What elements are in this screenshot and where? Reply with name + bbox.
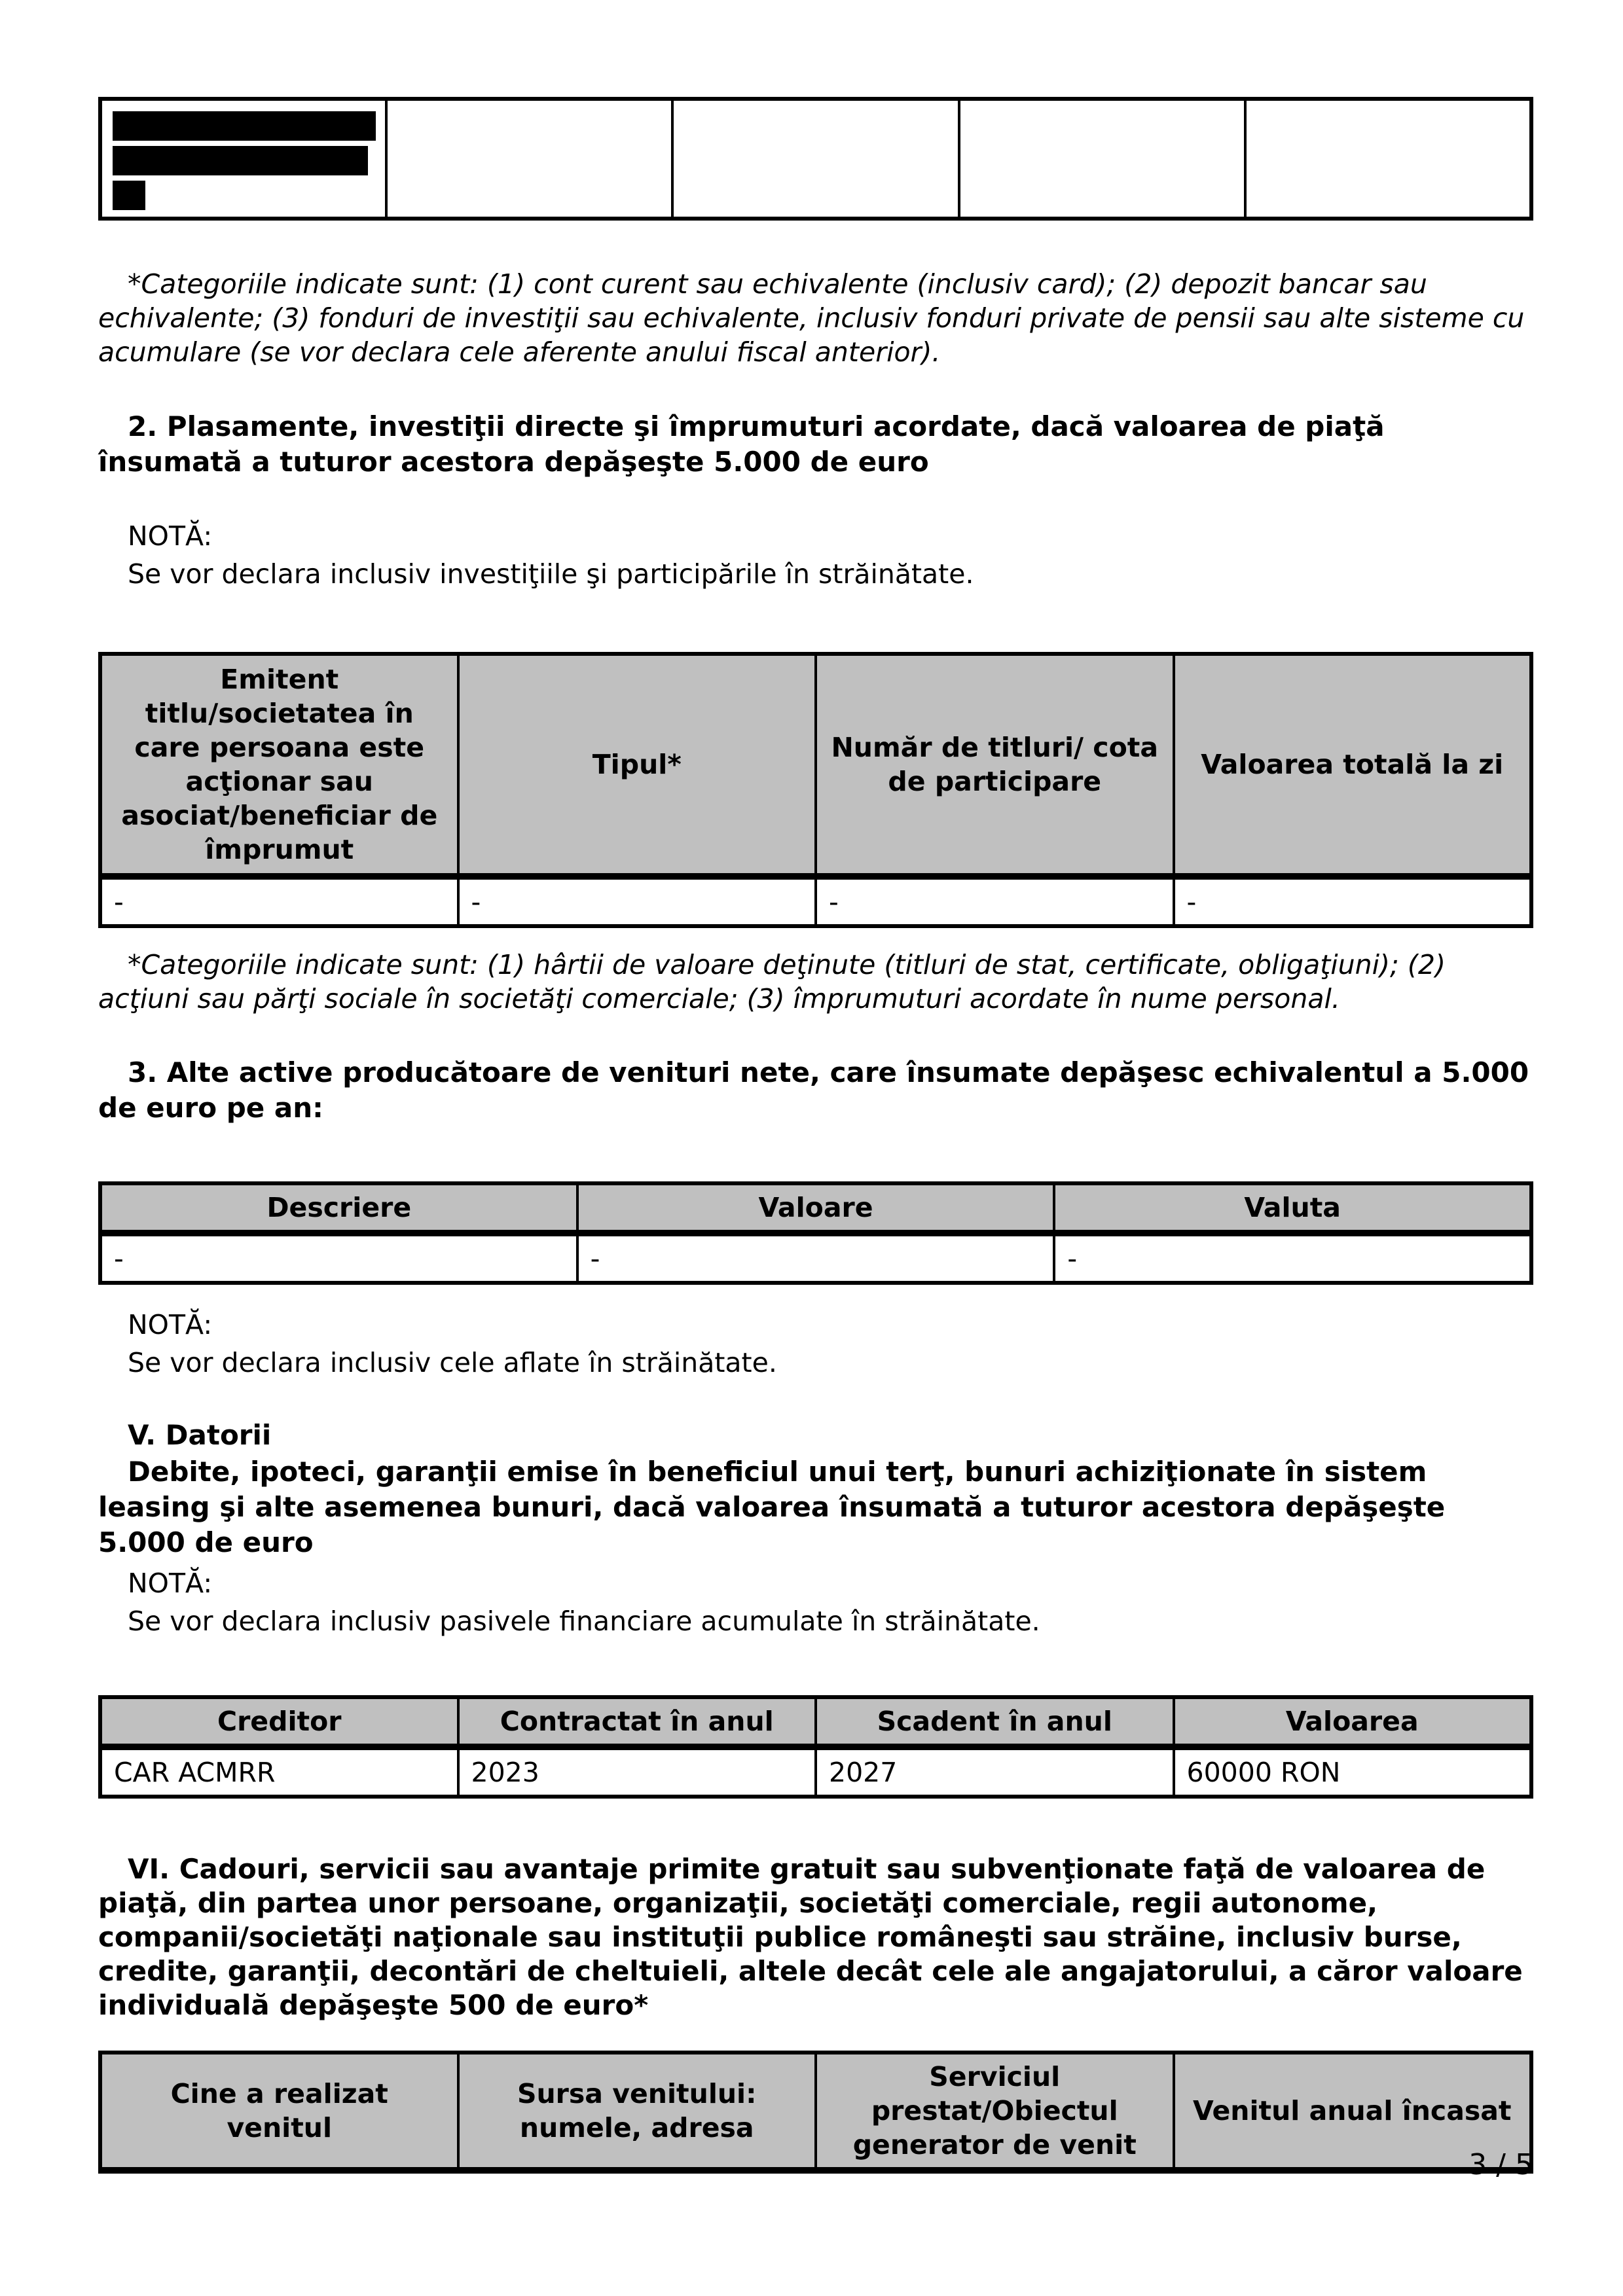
section-VI-heading: VI. Cadouri, servicii sau avantaje primite gratuit sau subvenţionate faţă de valoarea de piaţă, din partea unor persoane, organizaţii, societăţi comerciale, regii autonome, companii/societăţi naţionale sau instituţii publice româneşti sau străine, inclusiv burse, credite, garanţii, decontări de cheltuieli, altele decât cele ale angajatorului, a căror valoare individuală depăşeşte 500 de euro* [98, 1853, 1523, 2021]
section-2-footnote: *Categoriile indicate sunt: (1) hârtii de valoare deţinute (titluri de stat, certificate, obligaţiuni); (2) acţiuni sau părţi sociale în societăţi comerciale; (3) împrumuturi acordate în nume personal. [98, 949, 1446, 1014]
section-2-heading: 2. Plasamente, investiţii directe şi împrumuturi acordate, dacă valoarea de piaţă însumată a tuturor acestora depăşeşte 5.000 de euro [98, 410, 1385, 478]
column-header-issuer: Emitent titlu/societatea în care persoana este acţionar sau asociat/beneficiar de împrumut [100, 654, 458, 876]
column-header-due-year: Scadent în anul [816, 1697, 1174, 1747]
table-header-row [100, 2053, 1531, 2170]
table-row [100, 1747, 1531, 1797]
table-cell: CAR ACMRR [100, 1747, 458, 1797]
column-header-service: Serviciul prestat/Obiectul generator de venit [816, 2053, 1174, 2170]
column-header-total-value: Valoarea totală la zi [1174, 654, 1532, 876]
table-cell: 2027 [816, 1747, 1174, 1797]
table-cell [959, 99, 1245, 219]
continued-table [98, 97, 1533, 221]
section-2-note-label: NOTĂ: [128, 520, 213, 552]
column-header-who: Cine a realizat venitul [100, 2053, 458, 2170]
table-cell: - [458, 876, 816, 926]
table-cell: - [577, 1233, 1055, 1283]
page-number: 3 / 5 [1468, 2148, 1533, 2181]
table-header-row [100, 1697, 1531, 1747]
table-row [100, 876, 1531, 926]
table-cell [672, 99, 958, 219]
redaction-bar [113, 181, 145, 210]
section-V-note-label: NOTĂ: [128, 1568, 213, 1599]
table-cell: 60000 RON [1174, 1747, 1532, 1797]
section-V-note-text: Se vor declara inclusiv pasivele financiare acumulate în străinătate. [128, 1605, 1040, 1637]
redacted-cell [100, 99, 386, 219]
section-V-title: V. Datorii [128, 1419, 272, 1451]
table-cell [386, 99, 672, 219]
column-header-source: Sursa venitului: numele, adresa [458, 2053, 816, 2170]
column-header-amount: Valoarea [1174, 1697, 1532, 1747]
section-3-note-label: NOTĂ: [128, 1309, 213, 1340]
column-header-currency: Valuta [1054, 1183, 1531, 1233]
table-cell: - [1174, 876, 1532, 926]
redaction-bar [113, 146, 368, 175]
column-header-description: Descriere [100, 1183, 577, 1233]
table-header-row [100, 1183, 1531, 1233]
column-header-type: Tipul* [458, 654, 816, 876]
table-cell: - [816, 876, 1174, 926]
column-header-value: Valoare [577, 1183, 1055, 1233]
table-row [100, 1233, 1531, 1283]
investments-table [98, 652, 1533, 928]
table-cell: - [100, 876, 458, 926]
table-cell: - [100, 1233, 577, 1283]
table-cell: - [1054, 1233, 1531, 1283]
table-cell [1245, 99, 1531, 219]
section-2-note-text: Se vor declara inclusiv investiţiile şi participările în străinătate. [128, 558, 974, 590]
gifts-table [98, 2051, 1533, 2174]
redaction-bar [113, 111, 376, 141]
debts-table [98, 1695, 1533, 1799]
column-header-creditor: Creditor [100, 1697, 458, 1747]
table-row [100, 99, 1531, 219]
section-V-heading: Debite, ipoteci, garanţii emise în beneficiul unui terţ, bunuri achiziţionate în sistem leasing şi alte asemenea bunuri, dacă valoarea însumată a tuturor acestora depăşeşte 5.000 de euro [98, 1456, 1446, 1558]
table-cell: 2023 [458, 1747, 816, 1797]
other-assets-table [98, 1181, 1533, 1285]
column-header-shares: Număr de titluri/ cota de participare [816, 654, 1174, 876]
column-header-annual-income: Venitul anual încasat [1174, 2053, 1532, 2170]
section-1-footnote: *Categoriile indicate sunt: (1) cont curent sau echivalente (inclusiv card); (2) depozit bancar sau echivalente; (3) fonduri de investiţii sau echivalente, inclusiv fonduri private de pensii sau alte sisteme cu acumulare (se vor declara cele aferente anului fiscal anterior). [98, 268, 1525, 368]
section-3-heading: 3. Alte active producătoare de venituri nete, care însumate depăşesc echivalentul a 5.000 de euro pe an: [98, 1056, 1529, 1124]
table-header-row [100, 654, 1531, 876]
section-3-note-text: Se vor declara inclusiv cele aflate în străinătate. [128, 1347, 777, 1378]
column-header-contracted-year: Contractat în anul [458, 1697, 816, 1747]
